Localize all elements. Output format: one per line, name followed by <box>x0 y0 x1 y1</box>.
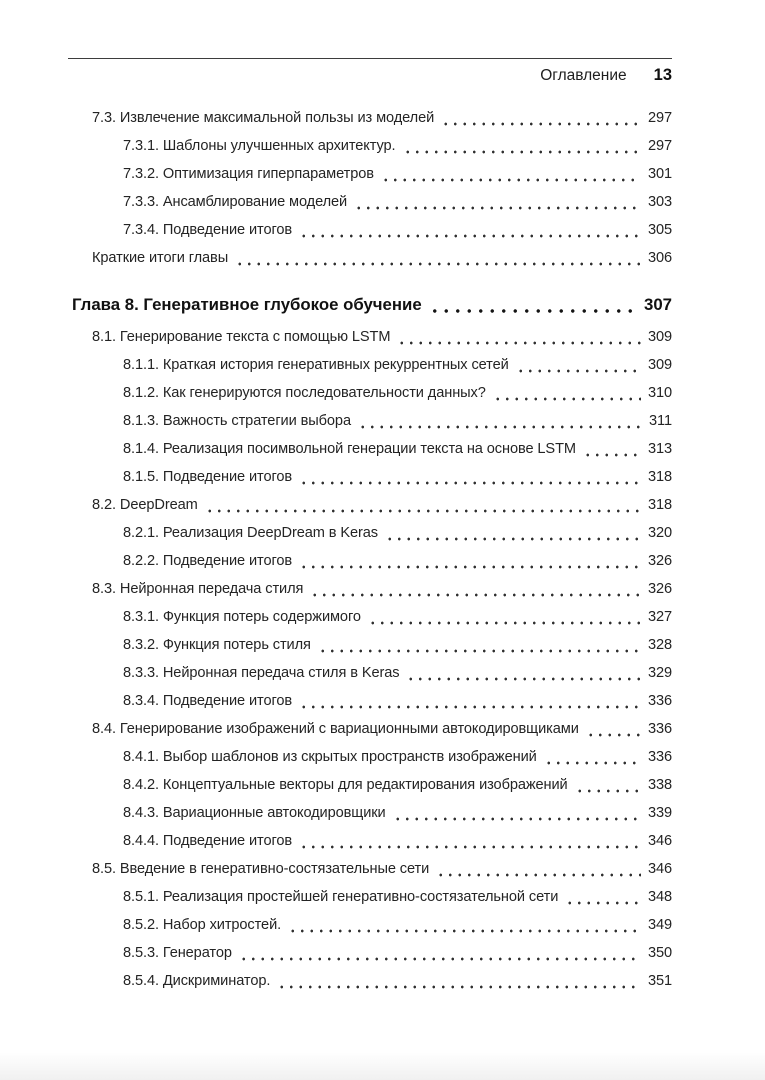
entry-title: 8.5. Введение в генеративно-состязательные сети <box>92 861 430 877</box>
entry-title: 8.1.5. Подведение итогов <box>123 469 293 485</box>
toc-entry <box>68 603 672 631</box>
entry-title: 7.3.4. Подведение итогов <box>123 222 293 238</box>
entry-page-number: 320 <box>647 525 672 541</box>
entry-page-number: 303 <box>647 194 672 210</box>
toc-entry <box>68 575 672 603</box>
toc-entry <box>68 216 672 244</box>
header-page-number: 13 <box>653 66 672 84</box>
entry-title: 8.2. DeepDream <box>92 497 198 513</box>
entry-title: 8.5.4. Дискриминатор. <box>123 973 271 989</box>
entry-page-number: 336 <box>647 749 672 765</box>
entry-dot-leader <box>239 939 641 967</box>
entry-title: 8.1.1. Краткая история генеративных рекуррентных сетей <box>123 357 509 373</box>
entry-title: 8.1.4. Реализация посимвольной генерации текста на основе LSTM <box>123 441 576 457</box>
entry-page-number: 318 <box>647 469 672 485</box>
entry-title: 8.1.2. Как генерируются последовательности данных? <box>123 385 486 401</box>
entry-page-number: 339 <box>647 805 672 821</box>
toc-entry <box>68 799 672 827</box>
entry-title: 8.3.1. Функция потерь содержимого <box>123 609 361 625</box>
entry-page-number: 328 <box>647 637 672 653</box>
entry-title: 7.3.3. Ансамблирование моделей <box>123 194 348 210</box>
entry-title: 7.3.2. Оптимизация гиперпараметров <box>123 166 374 182</box>
toc-entry <box>68 659 672 687</box>
page-header <box>68 59 672 92</box>
entry-page-number: 329 <box>647 665 672 681</box>
entry-dot-leader <box>299 547 641 575</box>
entry-dot-leader <box>493 379 641 407</box>
entry-title: 8.2.2. Подведение итогов <box>123 553 293 569</box>
entry-dot-leader <box>299 463 641 491</box>
entry-dot-leader <box>575 771 641 799</box>
entry-page-number: 301 <box>647 166 672 182</box>
entry-dot-leader <box>205 491 641 519</box>
toc-entry <box>68 435 672 463</box>
entry-dot-leader <box>368 603 641 631</box>
entry-page-number: 326 <box>647 581 672 597</box>
entry-dot-leader <box>299 216 641 244</box>
entry-page-number: 309 <box>647 357 672 373</box>
entry-dot-leader <box>403 132 641 160</box>
entry-title: 8.4.4. Подведение итогов <box>123 833 293 849</box>
toc-entry <box>68 743 672 771</box>
entry-title: 8.1.3. Важность стратегии выбора <box>123 413 351 429</box>
entry-page-number: 318 <box>647 497 672 513</box>
entry-dot-leader <box>436 855 641 883</box>
entry-page-number: 305 <box>647 222 672 238</box>
toc-entry <box>68 379 672 407</box>
entry-dot-leader <box>299 687 641 715</box>
toc-entry <box>68 463 672 491</box>
entry-page-number: 309 <box>647 329 672 345</box>
entry-page-number: 351 <box>647 973 672 989</box>
entry-dot-leader <box>406 659 640 687</box>
page-content <box>68 0 672 995</box>
entry-dot-leader <box>318 631 641 659</box>
toc-entry <box>68 244 672 272</box>
entry-title: 8.4.1. Выбор шаблонов из скрытых пространств изображений <box>123 749 537 765</box>
toc-entry <box>68 967 672 995</box>
entry-title: 8.5.3. Генератор <box>123 945 232 961</box>
entry-page-number: 297 <box>647 110 672 126</box>
toc-entry <box>68 104 672 132</box>
entry-dot-leader <box>586 715 641 743</box>
entry-page-number: 336 <box>647 693 672 709</box>
entry-title: Глава 8. Генеративное глубокое обучение <box>72 295 422 314</box>
entry-dot-leader <box>288 911 641 939</box>
entry-dot-leader <box>310 575 641 603</box>
toc-entry <box>68 519 672 547</box>
entry-page-number: 327 <box>647 609 672 625</box>
entry-dot-leader <box>299 827 641 855</box>
toc-entry <box>68 855 672 883</box>
entry-title: 7.3. Извлечение максимальной пользы из моделей <box>92 110 435 126</box>
toc-entry <box>68 771 672 799</box>
entry-page-number: 336 <box>647 721 672 737</box>
toc-entry <box>68 631 672 659</box>
entry-page-number: 346 <box>647 861 672 877</box>
entry-title: 8.4. Генерирование изображений с вариационными автокодировщиками <box>92 721 579 737</box>
entry-title: 8.1. Генерирование текста с помощью LSTM <box>92 329 391 345</box>
entry-dot-leader <box>565 883 641 911</box>
toc-entry <box>68 687 672 715</box>
toc-list <box>68 104 672 995</box>
entry-dot-leader <box>385 519 641 547</box>
toc-entry <box>68 827 672 855</box>
entry-page-number: 338 <box>647 777 672 793</box>
entry-title: Краткие итоги главы <box>92 250 229 266</box>
entry-dot-leader <box>429 291 637 319</box>
entry-page-number: 297 <box>647 138 672 154</box>
toc-entry <box>68 939 672 967</box>
entry-page-number: 350 <box>647 945 672 961</box>
entry-page-number: 307 <box>644 295 672 314</box>
entry-title: 8.3. Нейронная передача стиля <box>92 581 304 597</box>
entry-dot-leader <box>393 799 641 827</box>
entry-title: 8.5.2. Набор хитростей. <box>123 917 282 933</box>
entry-title: 8.4.2. Концептуальные векторы для редактирования изображений <box>123 777 568 793</box>
entry-title: 8.3.2. Функция потерь стиля <box>123 637 311 653</box>
entry-title: 8.3.4. Подведение итогов <box>123 693 293 709</box>
entry-dot-leader <box>358 407 642 435</box>
toc-entry <box>68 407 672 435</box>
entry-dot-leader <box>583 435 641 463</box>
toc-entry <box>68 323 672 351</box>
entry-title: 8.5.1. Реализация простейшей генеративно-состязательной сети <box>123 889 559 905</box>
entry-dot-leader <box>381 160 641 188</box>
entry-dot-leader <box>441 104 641 132</box>
entry-page-number: 326 <box>647 553 672 569</box>
toc-entry <box>68 547 672 575</box>
toc-entry <box>68 911 672 939</box>
toc-entry <box>68 715 672 743</box>
entry-dot-leader <box>354 188 641 216</box>
entry-page-number: 313 <box>647 441 672 457</box>
toc-entry <box>68 160 672 188</box>
toc-entry <box>68 291 672 319</box>
entry-page-number: 348 <box>647 889 672 905</box>
entry-dot-leader <box>516 351 641 379</box>
entry-page-number: 346 <box>647 833 672 849</box>
entry-page-number: 310 <box>647 385 672 401</box>
entry-page-number: 349 <box>647 917 672 933</box>
entry-page-number: 311 <box>649 413 672 429</box>
header-title: Оглавление <box>540 67 627 84</box>
entry-title: 8.4.3. Вариационные автокодировщики <box>123 805 386 821</box>
entry-dot-leader <box>397 323 641 351</box>
entry-title: 8.3.3. Нейронная передача стиля в Keras <box>123 665 400 681</box>
toc-entry <box>68 491 672 519</box>
entry-dot-leader <box>235 244 641 272</box>
entry-dot-leader <box>277 967 641 995</box>
toc-entry <box>68 351 672 379</box>
scan-shadow <box>0 1052 765 1080</box>
entry-dot-leader <box>544 743 641 771</box>
toc-entry <box>68 883 672 911</box>
entry-title: 7.3.1. Шаблоны улучшенных архитектур. <box>123 138 396 154</box>
entry-title: 8.2.1. Реализация DeepDream в Keras <box>123 525 378 541</box>
toc-entry <box>68 188 672 216</box>
entry-page-number: 306 <box>647 250 672 266</box>
toc-entry <box>68 132 672 160</box>
